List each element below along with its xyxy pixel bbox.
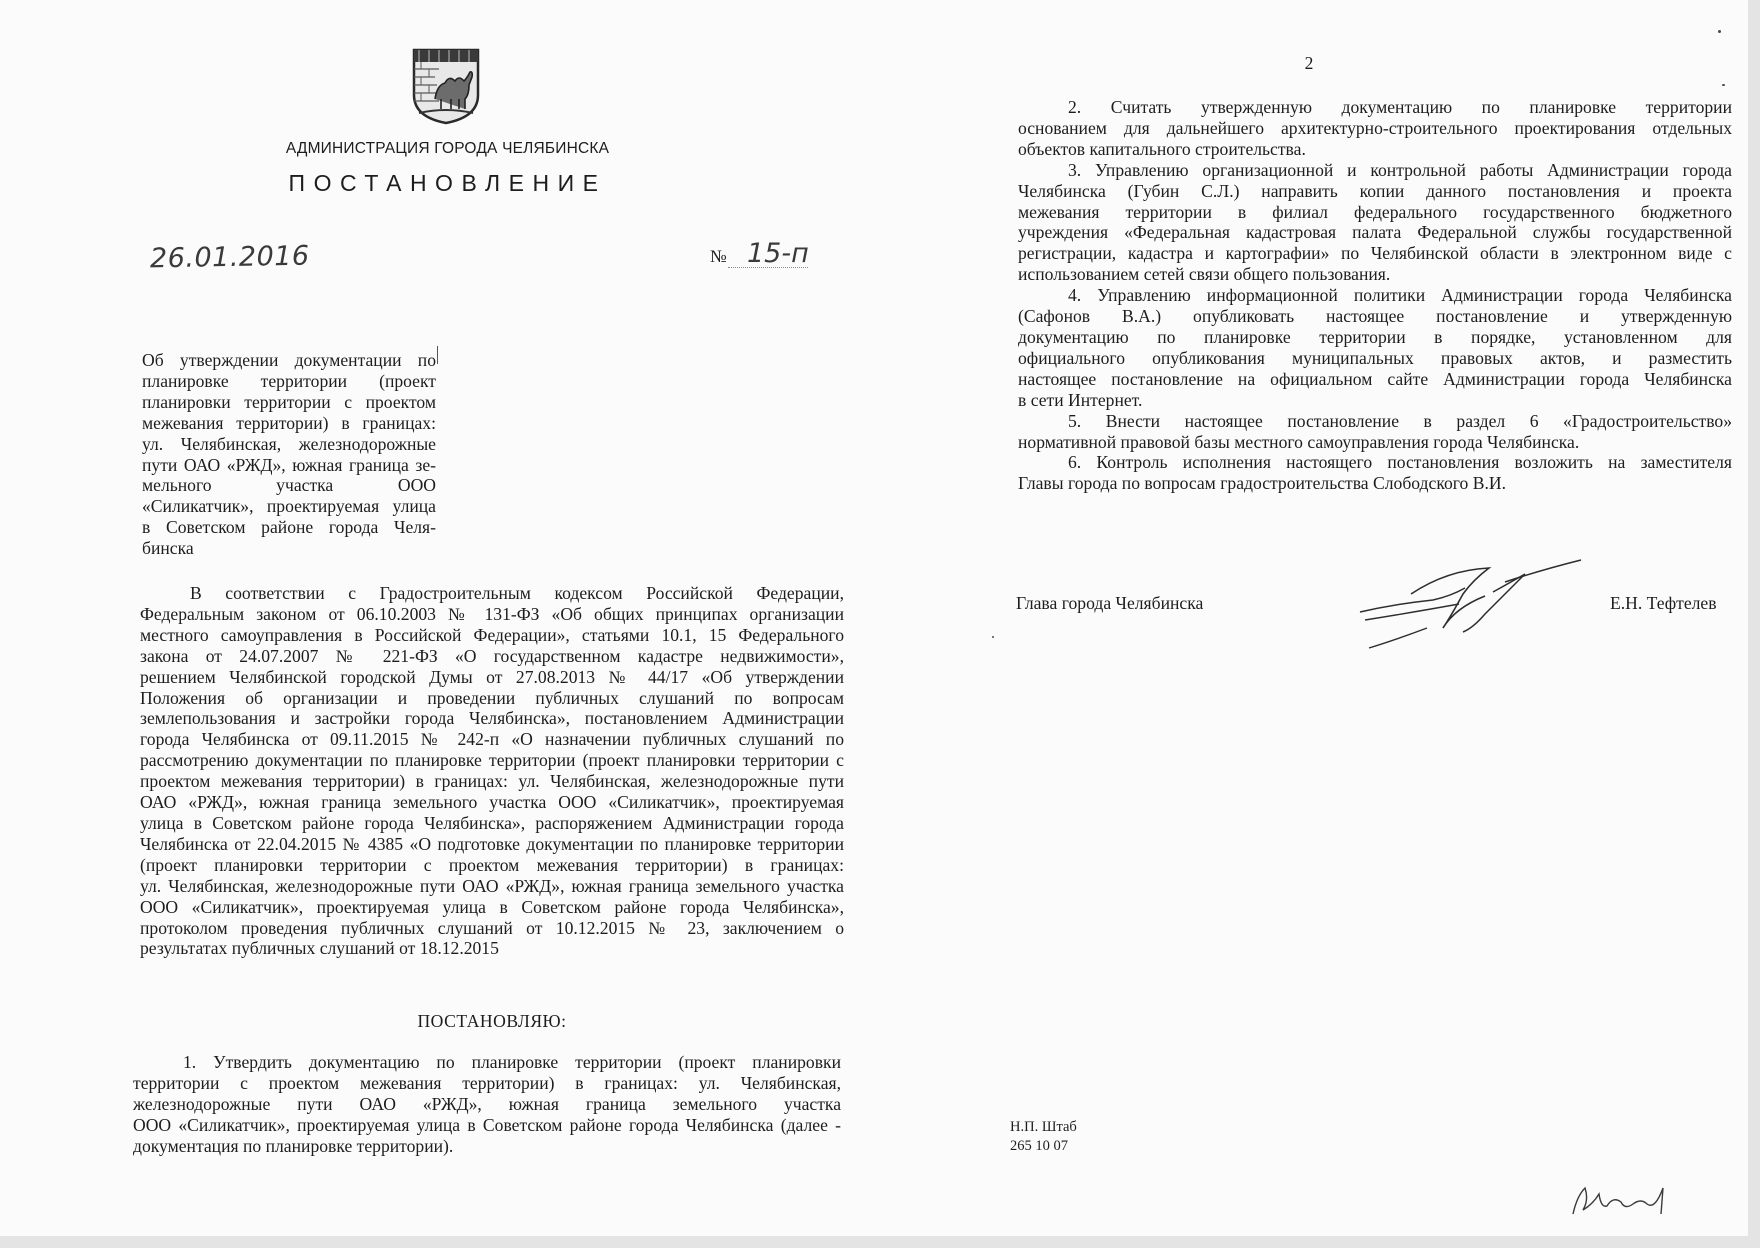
text-line: Челябинска (Губин С.Л.) направить копии данного постановления и проекта [1018, 180, 1732, 201]
text-line: 5. Внести настоящее постановление в раздел 6 «Градостроительство» [1068, 410, 1732, 431]
decree-item-6 [1018, 452, 1732, 494]
text-line: ул. Челябинская, железнодорожные [142, 433, 436, 454]
text-line: использованием сетей связи общего пользования. [1018, 264, 1391, 285]
text-line: рассмотрению документации по планировке территории (проект планировки территории с [140, 750, 844, 771]
text-line: закона от 24.07.2007 № 221-ФЗ «О государственном кадастре недвижимости», [140, 645, 844, 666]
text-line: межевания территории в филиал федерального государственного бюджетного [1018, 201, 1732, 222]
number-sign: № [710, 246, 727, 266]
text-line: объектов капитального строительства. [1018, 138, 1306, 159]
text-line: в Советском районе города Челя- [142, 517, 436, 538]
page-1 [0, 0, 870, 1236]
text-line: учреждения «Федеральная кадастровая палата Федеральной службы государственной [1018, 222, 1732, 243]
signatory-name: Е.Н. Тефтелев [1610, 593, 1717, 613]
text-line: ул. Челябинская, железнодорожные пути ОАО «РЖД», южная граница земельного участка [140, 875, 844, 896]
decree-item-5 [1018, 411, 1732, 453]
scan-speck [1722, 84, 1725, 86]
text-line: ООО «Силикатчик», проектируемая улица в Советском районе города Челябинска (далее - [133, 1114, 841, 1135]
scan-speck [992, 636, 994, 638]
text-line: местного самоуправления в Российской Федерации», статьями 10.1, 15 Федерального [140, 624, 844, 645]
handwritten-initials [1565, 1180, 1675, 1220]
page-2 [870, 0, 1748, 1236]
handwritten-number: 15-п [747, 238, 809, 269]
text-line: ОАО «РЖД», южная граница земельного участка ООО «Силикатчик», проектируемая [140, 792, 844, 813]
text-line: железнодорожные пути ОАО «РЖД», южная граница земельного участка [133, 1093, 841, 1114]
signatory-title: Глава города Челябинска [1016, 593, 1204, 613]
text-line: Положения об организации и проведении публичных слушаний по вопросам [140, 687, 844, 708]
text-line: документацию по планировке территории в порядке, установленном для [1018, 326, 1732, 347]
text-line: нормативной правовой базы местного самоуправления города Челябинска. [1018, 431, 1580, 452]
decree-item-3 [1018, 160, 1732, 285]
text-line: официального опубликования муниципальных правовых актов, и разместить [1018, 347, 1732, 368]
text-line: результатах публичных слушаний от 18.12.2015 [140, 938, 499, 959]
text-line: документация по планировке территории). [133, 1135, 454, 1156]
decree-item-1 [133, 1052, 841, 1157]
executor-phone: 265 10 07 [1010, 1138, 1068, 1154]
text-line: Челябинска от 22.04.2015 № 4385 «О подготовке документации по планировке территории [140, 833, 844, 854]
legal-basis-paragraph [140, 583, 844, 959]
text-line: (проект планировки территории с проектом межевания территории) в границах: [140, 854, 844, 875]
text-line: Главы города по вопросам градостроительства Слободского В.И. [1018, 473, 1506, 494]
scan-speck [1718, 30, 1721, 33]
text-line: решением Челябинской городской Думы от 27.08.2013 № 44/17 «Об утверждении [140, 666, 844, 687]
text-line: (Сафонов В.А.) опубликовать настоящее постановление и утвержденную [1018, 306, 1732, 327]
text-line: планировки территории с проектом [142, 391, 436, 412]
decree-item-4 [1018, 285, 1732, 410]
page-number: 2 [1304, 53, 1314, 73]
text-line: бинска [142, 538, 194, 559]
text-line: 4. Управлению информационной политики Администрации города Челябинска [1068, 285, 1732, 306]
text-line: В соответствии с Градостроительным кодексом Российской Федерации, [190, 583, 844, 603]
text-line: межевания территории) в границах: [142, 412, 436, 433]
text-line: города Челябинска от 09.11.2015 № 242-п «О назначении публичных слушаний по [140, 729, 844, 750]
text-line: 6. Контроль исполнения настоящего постановления возложить на заместителя [1068, 452, 1732, 473]
document-type-title: ПОСТАНОВЛЕНИЕ [288, 170, 607, 196]
text-line: регистрации, кадастра и картографии» по Челябинской области в электронном виде с [1018, 243, 1732, 264]
handwritten-date: 26.01.2016 [149, 240, 310, 275]
text-line: территории с проектом межевания территории) в границах: ул. Челябинская, [133, 1072, 841, 1093]
decree-item-2 [1018, 97, 1732, 160]
subject-block [142, 350, 436, 559]
decree-heading: ПОСТАНОВЛЯЮ: [417, 1011, 567, 1031]
text-line: землепользования и застройки города Челябинска», постановлением Администрации [140, 708, 844, 729]
text-line: 3. Управлению организационной и контрольной работы Администрации города [1068, 159, 1732, 180]
text-line: Об утверждении документации по [142, 350, 436, 370]
coat-of-arms-icon [411, 47, 481, 125]
issuing-authority: АДМИНИСТРАЦИЯ ГОРОДА ЧЕЛЯБИНСКА [285, 140, 610, 157]
text-line: основанием для дальнейшего архитектурно-строительного проектирования отдельных [1018, 117, 1732, 138]
text-line: улица в Советском районе города Челябинска», распоряжением Администрации города [140, 812, 844, 833]
text-line: протоколом проведения публичных слушаний от 10.12.2015 № 23, заключением о [140, 917, 844, 938]
decree-items-list [1018, 97, 1732, 494]
text-line: в сети Интернет. [1018, 389, 1143, 410]
text-line: планировке территории (проект [142, 370, 436, 391]
text-line: мельного участка ООО [142, 475, 436, 496]
text-line: «Силикатчик», проектируемая улица [142, 496, 436, 517]
handwritten-signature [1355, 556, 1587, 656]
subject-corner-mark [437, 346, 438, 364]
text-line: настоящее постановление на официальном сайте Администрации города Челябинска [1018, 368, 1732, 389]
text-line: ООО «Силикатчик», проектируемая улица в Советском районе города Челябинска», [140, 896, 844, 917]
executor-name: Н.П. Штаб [1010, 1119, 1077, 1135]
text-line: Федеральным законом от 06.10.2003 № 131-ФЗ «Об общих принципах организации [140, 603, 844, 624]
text-line: 1. Утвердить документацию по планировке территории (проект планировки [183, 1052, 841, 1072]
executor-contact [1010, 1118, 1077, 1156]
text-line: пути ОАО «РЖД», южная граница зе- [142, 454, 436, 475]
text-line: 2. Считать утвержденную документацию по планировке территории [1068, 97, 1732, 117]
text-line: проектом межевания территории) в границах: ул. Челябинская, железнодорожные пути [140, 771, 844, 792]
